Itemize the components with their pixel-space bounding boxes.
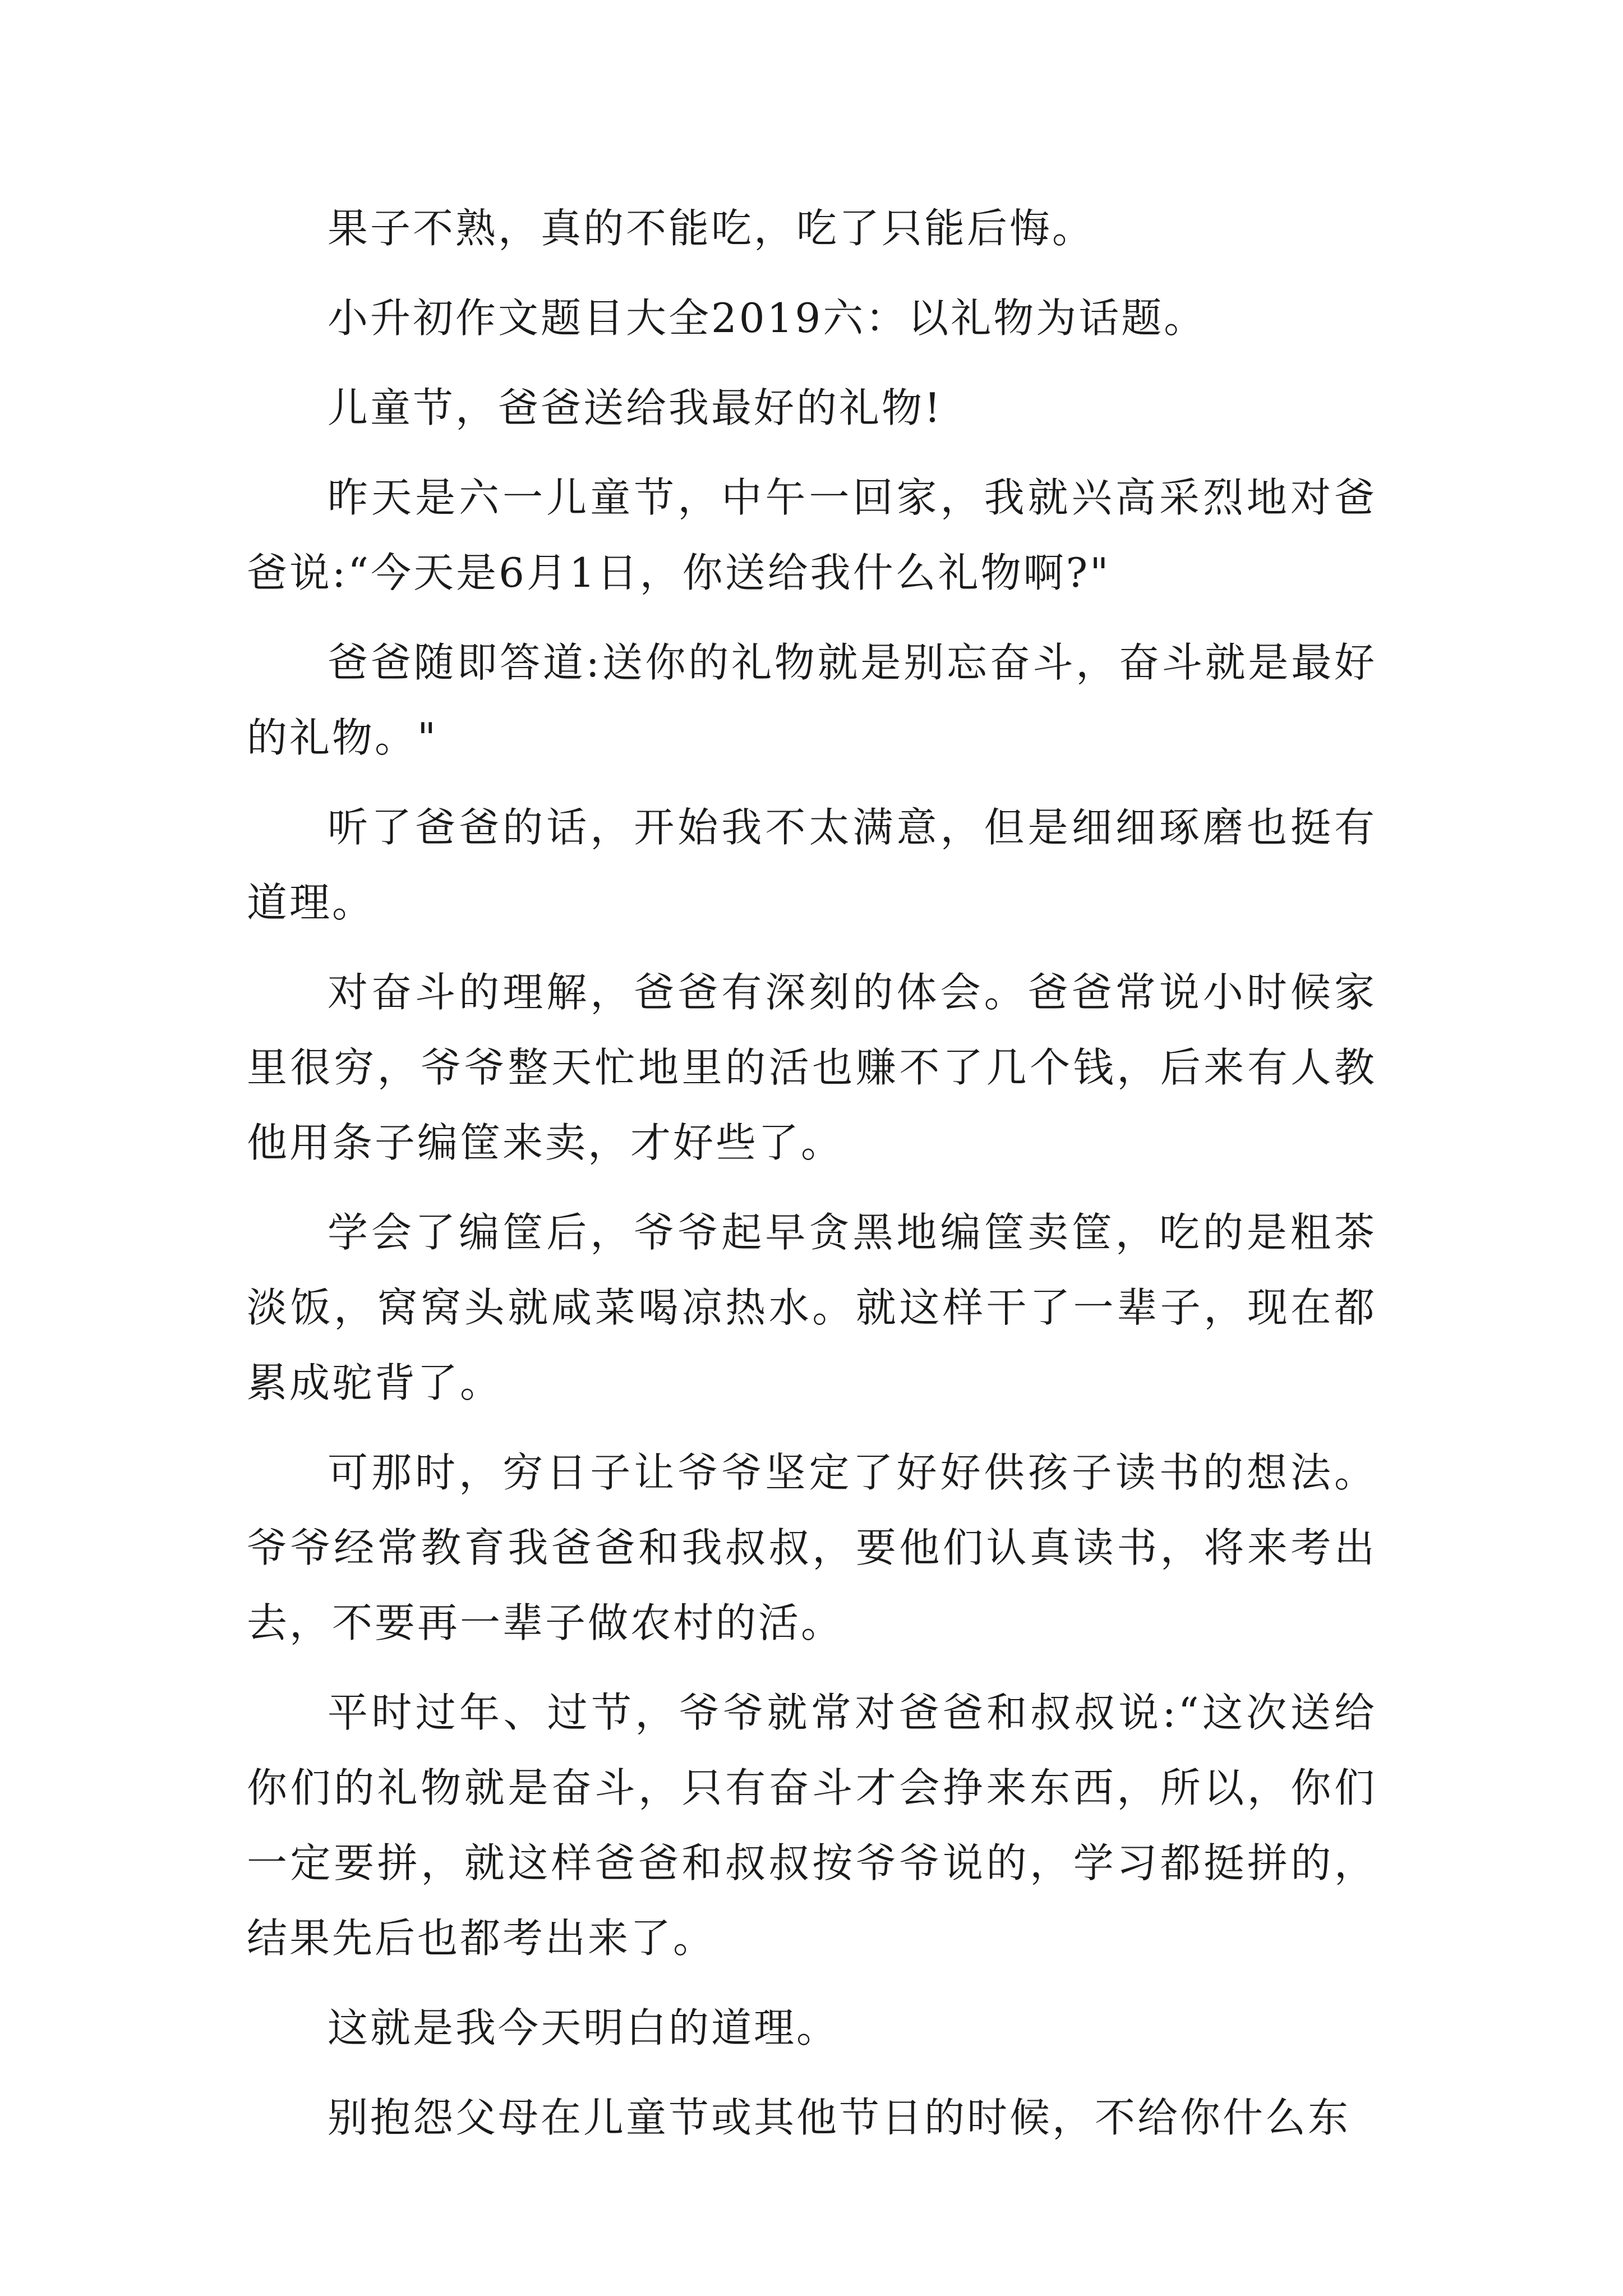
paragraph: 爸爸随即答道:送你的礼物就是别忘奋斗，奋斗就是最好的礼物。" — [247, 639, 1377, 761]
paragraph: 小升初作文题目大全2019六：以礼物为话题。 — [328, 295, 1207, 342]
paragraph: 听了爸爸的话，开始我不太满意，但是细细琢磨也挺有道理。 — [247, 804, 1377, 926]
paragraph: 别抱怨父母在儿童节或其他节日的时候，不给你什么东 — [328, 2094, 1351, 2141]
paragraph: 儿童节，爸爸送给我最好的礼物! — [328, 384, 943, 431]
paragraph: 这就是我今天明白的道理。 — [328, 2004, 840, 2051]
paragraph: 对奋斗的理解，爸爸有深刻的体会。爸爸常说小时候家里很穷，爷爷整天忙地里的活也赚不了几个钱，后来有人教他用条子编筐来卖，才好些了。 — [247, 969, 1377, 1166]
paragraph: 果子不熟，真的不能吃，吃了只能后悔。 — [328, 205, 1095, 252]
paragraph: 平时过年、过节，爷爷就常对爸爸和叔叔说:“这次送给你们的礼物就是奋斗，只有奋斗才会挣来东西，所以，你们一定要拼，就这样爸爸和叔叔按爷爷说的，学习都挺拼的，结果先后也都考出来了。 — [247, 1689, 1377, 1962]
paragraph: 昨天是六一儿童节，中午一回家，我就兴高采烈地对爸爸说:“今天是6月1日，你送给我什么礼物啊?" — [247, 474, 1377, 596]
paragraph: 学会了编筐后，爷爷起早贪黑地编筐卖筐，吃的是粗茶淡饭，窝窝头就咸菜喝凉热水。就这样干了一辈子，现在都累成驼背了。 — [247, 1209, 1377, 1406]
paragraph: 可那时，穷日子让爷爷坚定了好好供孩子读书的想法。爷爷经常教育我爸爸和我叔叔，要他们认真读书，将来考出去，不要再一辈子做农村的活。 — [247, 1449, 1377, 1646]
document-body — [247, 191, 1377, 2170]
